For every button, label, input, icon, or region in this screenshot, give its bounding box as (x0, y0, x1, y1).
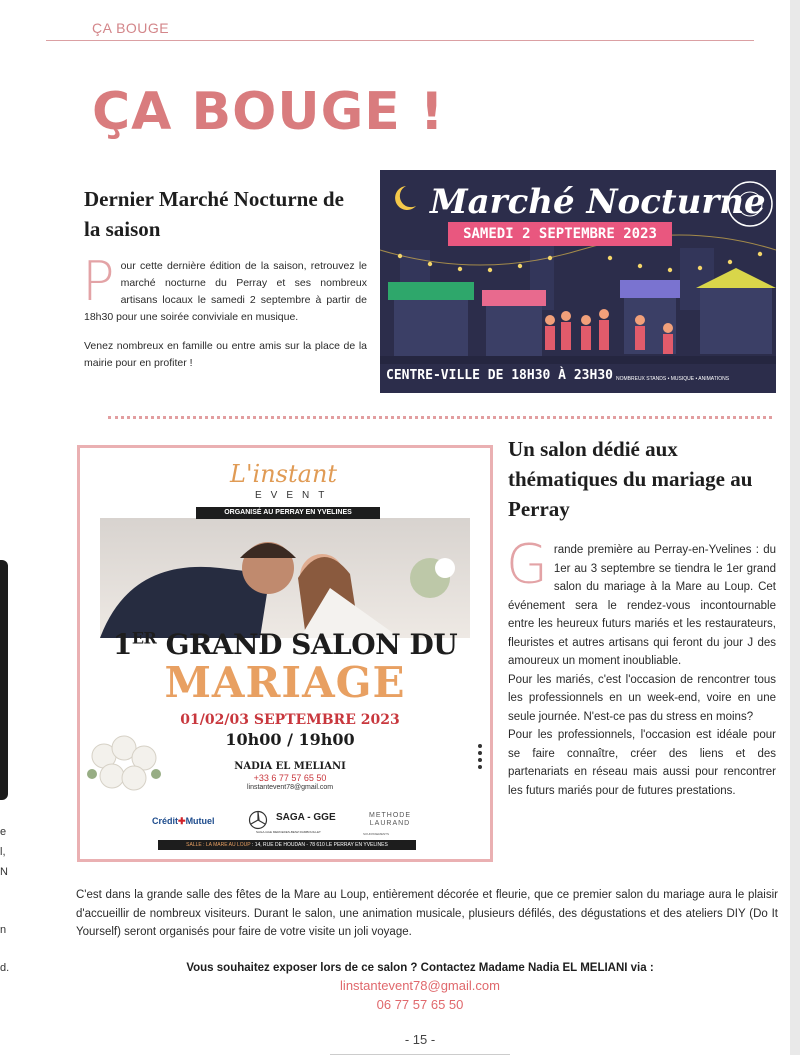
poster2-contact-name: NADIA EL MELIANI (234, 761, 346, 772)
poster2-headline-number: 1 (112, 628, 132, 661)
mercedes-logo-icon (248, 810, 268, 830)
sponsor-methode-laurand: METHODE LAURAND (369, 812, 411, 827)
poster2-headline-sup: ER (131, 628, 157, 648)
sponsor-saga-gge: SAGA - GGE (276, 812, 336, 823)
poster2-headline-text: GRAND SALON DU (165, 628, 458, 661)
poster2-contact-phone: +33 6 77 57 65 50 (253, 773, 327, 783)
poster1-hours: CENTRE-VILLE DE 18H30 À 23H30 (386, 368, 613, 383)
header-rule (46, 40, 754, 41)
poster2-hours: 10h00 / 19h00 (225, 730, 355, 749)
poster2-dots (478, 744, 482, 769)
article2-body (506, 533, 776, 800)
poster2-mariage: MARIAGE (164, 658, 406, 707)
page-number: - 15 - (404, 1032, 436, 1047)
article1-heading: Dernier Marché Nocturne de la saison (84, 187, 344, 241)
poster2-contact-email: linstantevent78@gmail.com (246, 784, 334, 791)
article1-body (82, 250, 367, 384)
adjacent-page-fragment: n (0, 924, 7, 936)
poster2-organiser-banner: ORGANISÉ AU PERRAY EN YVELINES (196, 507, 380, 519)
sponsor-methode-laurand-sub: SOUDISSEMENTS (363, 832, 390, 836)
salon-mariage-poster (77, 445, 493, 862)
poster2-brand: L'instant (230, 460, 338, 488)
contact-email-link[interactable]: linstantevent78@gmail.com (340, 978, 500, 993)
sponsor-credit-mutuel: Crédit✚Mutuel (152, 816, 215, 826)
article2-paragraph-3: Pour les professionnels, l'occasion est idéale pour se faire connaître, créer des liens et des partenariats en réseau mais aussi pour rencontrer les futurs mariés pour de futures prestations. (508, 729, 776, 797)
article2-paragraph-1: Grande première au Perray-en-Yvelines : du 1er au 3 septembre se tiendra le 1er grand salon du mariage à la Mare au Loup. Cet événement sera le rendez-vous incontournable entre les heureux futurs mariés et les restaurateurs, fleuristes et autres artisans qui feront du jour J des amoureux un moment inoubliable. (506, 533, 776, 667)
section-divider (108, 416, 772, 419)
sponsor-saga-gge-sub: SAGA-GGE MERCEDES-BENZ RAMBOUILLET (256, 830, 321, 834)
couple-photo (100, 518, 470, 638)
adjacent-page-fragment: e (0, 826, 7, 838)
article1-paragraph-1: Pour cette dernière édition de la saison, retrouvez le marché nocturne du Perray et ses nombreux artisans locaux le samedi 2 septembre à partir de 18h30 pour une soirée conviviale en musique. (82, 250, 367, 323)
poster2-brand-sub: EVENT (255, 490, 334, 501)
adjacent-page-fragment: l, (0, 846, 6, 858)
adjacent-page-photo-edge (0, 560, 8, 800)
contact-block (120, 962, 720, 1012)
contact-phone-link[interactable]: 06 77 57 65 50 (376, 997, 464, 1012)
contact-question: Vous souhaitez exposer lors de ce salon ? Contactez Madame Nadia EL MELIANI via : (186, 962, 654, 974)
adjacent-page-fragment: d. (0, 962, 10, 974)
dropcap: P (82, 250, 115, 313)
poster2-headline (80, 628, 490, 661)
poster1-title: Marché Nocturne (430, 182, 766, 222)
article2-paragraph-2: Pour les mariés, c'est l'occasion de rencontrer tous les professionnels en un week-end, voire en une seule journée. N'est-ce pas du stress en moins? (508, 673, 776, 723)
poster1-date-banner: SAMEDI 2 SEPTEMBRE 2023 (448, 222, 672, 246)
article2-heading: Un salon dédié aux thématiques du mariage au Perray (508, 437, 753, 521)
poster1-footer-small: NOMBREUX STANDS • MUSIQUE • ANIMATIONS (616, 376, 730, 382)
page-title: ÇA BOUGE ! (92, 82, 445, 142)
closing-paragraph: C'est dans la grande salle des fêtes de la Mare au Loup, entièrement décorée et fleurie, que ce premier salon du mariage aura le plaisir d'accueillir de nombreux visiteurs. Durant le salon, une animation musicale, plusieurs défilés, des dégustations et des ateliers DIY (Do It Yourself) seront organisés pour faire de votre visite un joli voyage. (76, 889, 778, 938)
article1-paragraph-2: Venez nombreux en famille ou entre amis sur la place de la mairie pour en profiter ! (84, 340, 367, 369)
section-label: ÇA BOUGE (92, 20, 170, 36)
page-gutter (790, 0, 800, 1055)
adjacent-page-fragment: N (0, 866, 8, 878)
poster2-venue-bar: SALLE : LA MARE AU LOUP : 14, RUE DE HOUDAN - 78 610 LE PERRAY EN YVELINES (158, 840, 416, 850)
dropcap: G (506, 533, 548, 596)
poster2-dates: 01/02/03 SEPTEMBRE 2023 (180, 712, 400, 728)
marche-nocturne-poster (380, 170, 776, 393)
